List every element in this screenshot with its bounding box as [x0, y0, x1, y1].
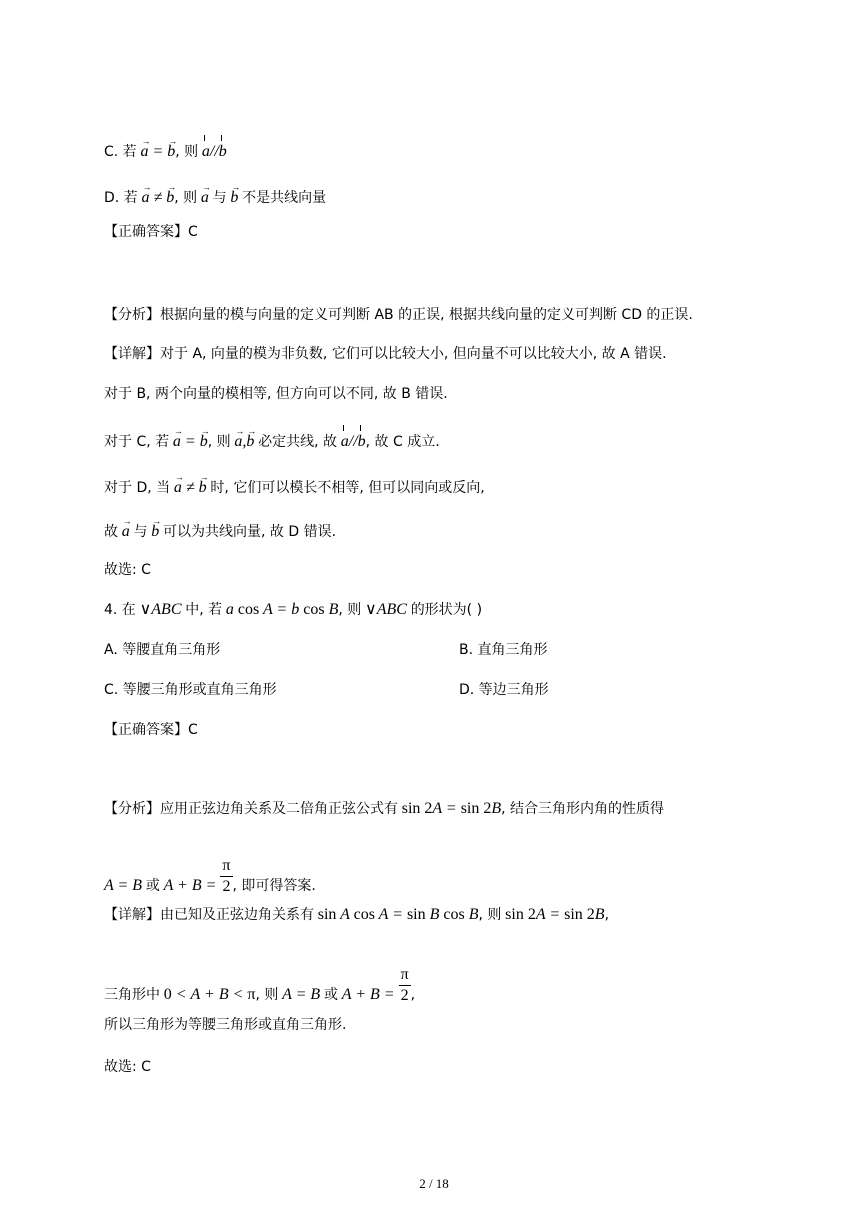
answer-q3: 【正确答案】C: [104, 224, 198, 240]
formula: A + B = $\frac{\pi}{2}$: [341, 966, 409, 1004]
detail-q3-line5: 故 → a 与 → b 可以为共线向量, 故 D 错误.: [104, 522, 336, 542]
formula: a//b: [340, 433, 366, 450]
option-d-q4: D. 等边三角形: [459, 682, 549, 698]
option-c: C. 若 → a = → b, 则 a//b: [104, 142, 227, 162]
formula: sin 2A = sin 2B: [401, 800, 502, 817]
formula: a//b: [201, 143, 227, 160]
option-c-q4: C. 等腰三角形或直角三角形: [104, 682, 277, 698]
formula: sin A cos A = sin B cos B: [317, 906, 479, 923]
analysis-q3: 【分析】根据向量的模与向量的定义可判断 AB 的正误, 根据共线向量的定义可判断 CD 的正误.: [104, 307, 693, 323]
detail-q3-line1: 【详解】对于 A, 向量的模为非负数, 它们可以比较大小, 但向量不可以比较大小, 故 A 错误.: [104, 346, 667, 362]
formula: → a: [122, 523, 130, 540]
choose-q3: 故选: C: [104, 562, 151, 578]
formula: A = B: [104, 877, 143, 895]
detail-q3-line4: 对于 D, 当 → a ≠ → b 时, 它们可以模长不相等, 但可以同向或反向,: [104, 478, 485, 498]
formula: a cos A = b cos B: [225, 601, 339, 618]
detail-q4-line1: 【详解】由已知及正弦边角关系有 sin A cos A = sin B cos B, 则 sin 2A = sin 2B,: [104, 906, 610, 923]
detail-q4-line2: 三角形中 0 < A + B < π, 则 A = B 或 A + B = $\frac{\pi}{2}$ ,: [104, 966, 416, 1004]
formula: → b: [151, 523, 159, 540]
formula: ∨ABC: [139, 601, 182, 618]
formula: → a: [201, 189, 209, 206]
question-4-stem: 4. 在 ∨ABC 中, 若 a cos A = b cos B, 则 ∨ABC 的形状为( ): [104, 601, 483, 618]
formula: → b: [230, 189, 238, 206]
formula: → a = → b: [140, 143, 175, 160]
analysis-q4: 【分析】应用正弦边角关系及二倍角正弦公式有 sin 2A = sin 2B, 结合三角形内角的性质得: [104, 800, 665, 817]
formula: ∨ABC: [365, 601, 407, 618]
analysis-q4-cont: A = B 或 A + B = $\frac{\pi}{2}$ , 即可得答案.: [104, 857, 316, 895]
formula: A = B: [282, 986, 321, 1004]
detail-q3-line2: 对于 B, 两个向量的模相等, 但方向可以不同, 故 B 错误.: [104, 386, 448, 402]
formula: → a ≠ → b: [141, 189, 174, 206]
formula: → a ≠ → b: [174, 479, 207, 496]
choose-q4: 故选: C: [104, 1059, 151, 1075]
page-number: 2 / 18: [419, 1176, 449, 1191]
option-b: B. 直角三角形: [459, 642, 548, 658]
formula: → a = → b: [173, 433, 208, 450]
detail-q4-line3: 所以三角形为等腰三角形或直角三角形.: [104, 1017, 347, 1033]
formula: 0 < A + B < π: [163, 986, 256, 1004]
formula: sin 2A = sin 2B: [505, 906, 605, 923]
answer-q4: 【正确答案】C: [104, 722, 198, 738]
option-a: A. 等腰直角三角形: [104, 642, 221, 658]
formula: A + B = $\frac{\pi}{2}$: [163, 857, 231, 895]
formula: → a,→ b: [234, 433, 254, 450]
option-d: D. 若 → a ≠ → b, 则 → a 与 → b 不是共线向量: [104, 188, 326, 208]
detail-q3-line3: 对于 C, 若 → a = → b, 则 → a,→ b 必定共线, 故 a//b, 故 C 成立.: [104, 432, 440, 452]
